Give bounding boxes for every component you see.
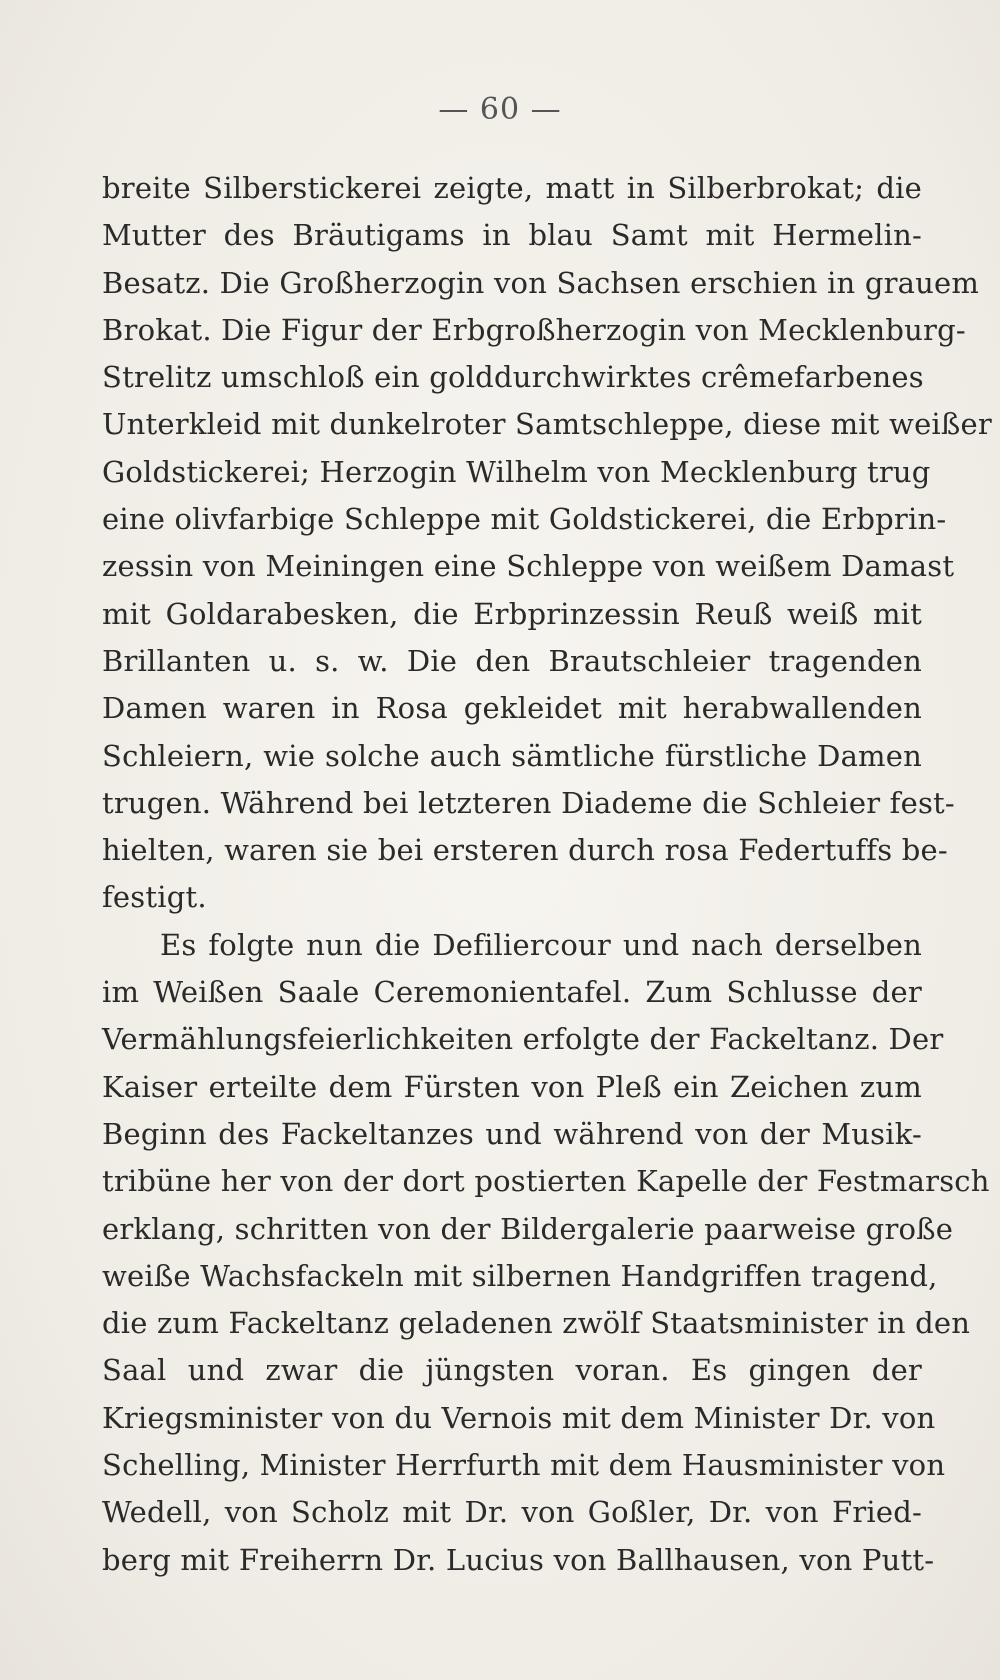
text-line: Kriegsminister von du Vernois mit dem Minister Dr. von bbox=[102, 1400, 936, 1435]
text-line: Wedell, von Scholz mit Dr. von Goßler, Dr. von Fried- bbox=[102, 1495, 922, 1530]
text-line: die zum Fackeltanz geladenen zwölf Staatsminister in den bbox=[102, 1306, 971, 1341]
text-line: Mutter des Bräutigams in blau Samt mit Hermelin- bbox=[102, 218, 922, 253]
text-line: weiße Wachsfackeln mit silbernen Handgriffen tragend, bbox=[102, 1258, 938, 1293]
text-line: Kaiser erteilte dem Fürsten von Pleß ein Zeichen zum bbox=[102, 1069, 922, 1104]
text-line: Brillanten u. s. w. Die den Brautschleier tragenden bbox=[102, 643, 922, 678]
text-line: Beginn des Fackeltanzes und während von der Musik- bbox=[102, 1116, 922, 1151]
text-line: erklang, schritten von der Bildergalerie paarweise große bbox=[102, 1211, 954, 1246]
text-line: festigt. bbox=[102, 880, 207, 915]
text-line: im Weißen Saale Ceremonientafel. Zum Schlusse der bbox=[102, 975, 922, 1010]
text-line: Schelling, Minister Herrfurth mit dem Hausminister von bbox=[102, 1448, 946, 1483]
text-line: Damen waren in Rosa gekleidet mit herabwallenden bbox=[102, 691, 922, 726]
text-line: zessin von Meiningen eine Schleppe von weißem Damast bbox=[102, 549, 955, 584]
text-line: Saal und zwar die jüngsten voran. Es gingen der bbox=[102, 1353, 922, 1388]
text-line: Unterkleid mit dunkelroter Samtschleppe, diese mit weißer bbox=[102, 407, 992, 442]
text-line: breite Silberstickerei zeigte, matt in Silberbrokat; die bbox=[102, 171, 922, 205]
text-line: Brokat. Die Figur der Erbgroßherzogin von Mecklenburg- bbox=[102, 312, 966, 347]
text-line: mit Goldarabesken, die Erbprinzessin Reuß weiß mit bbox=[102, 596, 922, 631]
text-line: Strelitz umschloß ein golddurchwirktes crêmefarbenes bbox=[102, 360, 924, 395]
paragraph-first-line: Es folgte nun die Defiliercour und nach derselben bbox=[160, 927, 922, 962]
text-line: eine olivfarbige Schleppe mit Goldstickerei, die Erbprin- bbox=[102, 502, 947, 537]
text-line: hielten, waren sie bei ersteren durch rosa Federtuffs be- bbox=[102, 833, 948, 868]
page-number: — 60 — bbox=[438, 92, 562, 127]
text-line: Goldstickerei; Herzogin Wilhelm von Mecklenburg trug bbox=[102, 454, 931, 489]
text-line: trugen. Während bei letzteren Diademe die Schleier fest- bbox=[102, 785, 955, 820]
text-line: tribüne her von der dort postierten Kapelle der Festmarsch bbox=[102, 1164, 990, 1199]
text-line: Vermählungsfeierlichkeiten erfolgte der Fackeltanz. Der bbox=[102, 1022, 944, 1057]
text-line: berg mit Freiherrn Dr. Lucius von Ballhausen, von Putt- bbox=[102, 1542, 935, 1577]
text-line: Schleiern, wie solche auch sämtliche fürstliche Damen bbox=[102, 738, 922, 773]
body-text bbox=[102, 165, 992, 1584]
text-line: Besatz. Die Großherzogin von Sachsen erschien in grauem bbox=[102, 265, 980, 300]
